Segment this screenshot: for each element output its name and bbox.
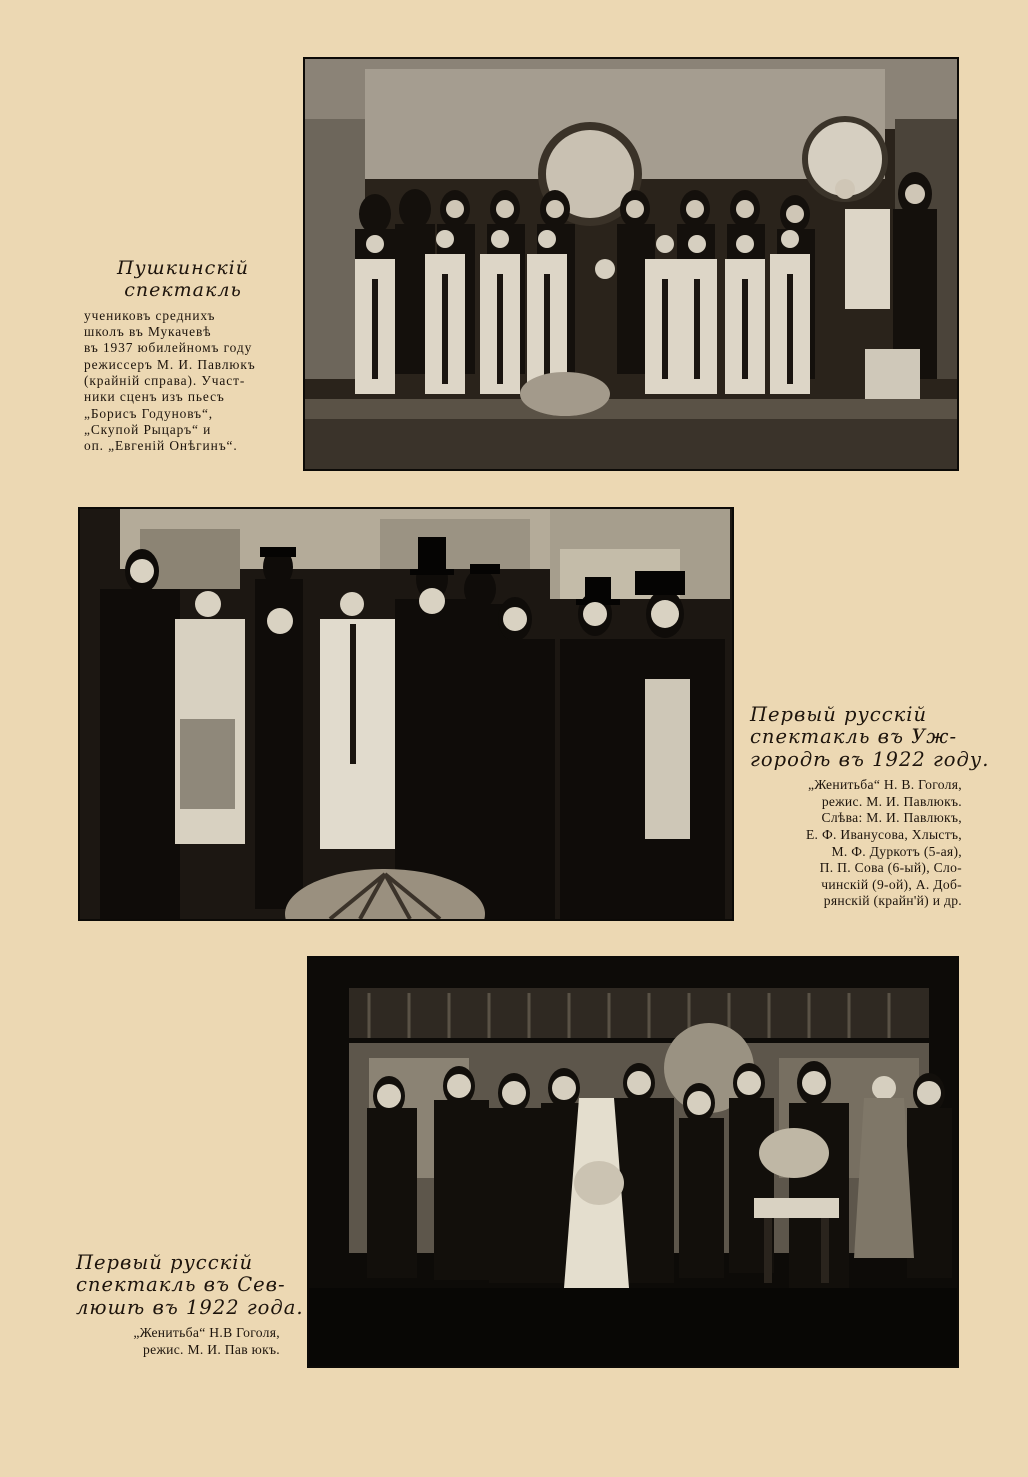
- caption-title-line: Первый русскій: [76, 1251, 254, 1274]
- caption-body-line: „Борисъ Годуновъ“,: [84, 405, 214, 421]
- caption-title: [84, 258, 282, 302]
- caption-body-line: Е. Ф. Иванусова, Хлыстъ,: [805, 827, 962, 842]
- caption-title-line: люшѣ въ 1922 года.: [76, 1295, 304, 1319]
- caption-body-line: чинскій (9-ой), А. Доб-: [821, 876, 962, 892]
- caption-title-line: спектакль въ Уж-: [750, 725, 958, 749]
- caption-body: [76, 1325, 280, 1358]
- caption-body-line: (крайній справа). Участ-: [84, 373, 246, 389]
- caption-body-line: въ 1937 юбилейномъ году: [84, 340, 253, 356]
- caption-pushkin-performance: [84, 258, 282, 455]
- caption-title-line: спектакль: [124, 278, 242, 301]
- caption-body-line: ники сценъ изъ пьесъ: [84, 389, 225, 405]
- caption-body-line: режис. М. И. Павлюкъ.: [821, 793, 962, 809]
- photo-sevliush-1922: [307, 956, 959, 1368]
- caption-title-line: Первый русскій: [750, 703, 928, 726]
- caption-title: [750, 703, 990, 771]
- caption-body-line: рянскій (крайн'й) и др.: [823, 893, 962, 909]
- caption-title-line: спектакль въ Сев-: [76, 1273, 286, 1297]
- caption-body-line: учениковъ среднихъ: [84, 307, 216, 323]
- caption-title: [76, 1251, 304, 1319]
- caption-body-line: оп. „Евгеній Онѣгинъ“.: [84, 438, 238, 454]
- caption-uzhhorod-1922: [750, 703, 990, 910]
- caption-title-line: городѣ въ 1922 году.: [750, 747, 990, 771]
- photo-pushkin-performance: [303, 57, 959, 471]
- stage-photo-3: [309, 958, 957, 1366]
- stage-photo-2: [80, 509, 732, 919]
- caption-body: [750, 777, 962, 910]
- caption-body-line: режиссеръ М. И. Павлюкъ: [84, 356, 256, 372]
- caption-body-line: „Женитьба“ Н.В Гоголя,: [133, 1325, 280, 1341]
- caption-body-line: Слѣва: М. И. Павлюкъ,: [821, 810, 962, 826]
- caption-sevliush-1922: [76, 1251, 304, 1358]
- stage-photo-1: [305, 59, 957, 469]
- caption-body-line: режис. М. И. Пав юкъ.: [143, 1341, 280, 1357]
- caption-body-line: П. П. Сова (6-ый), Сло-: [819, 860, 962, 876]
- caption-body-line: „Женитьба“ Н. В. Гоголя,: [807, 777, 962, 793]
- caption-body: [84, 308, 282, 455]
- caption-body-line: „Скупой Рыцаръ“ и: [84, 422, 212, 438]
- caption-body-line: М. Ф. Дуркотъ (5-ая),: [831, 843, 962, 859]
- caption-title-line: Пушкинскій: [117, 257, 249, 279]
- photo-uzhhorod-1922: [78, 507, 734, 921]
- caption-body-line: школъ въ Мукачевѣ: [84, 324, 212, 340]
